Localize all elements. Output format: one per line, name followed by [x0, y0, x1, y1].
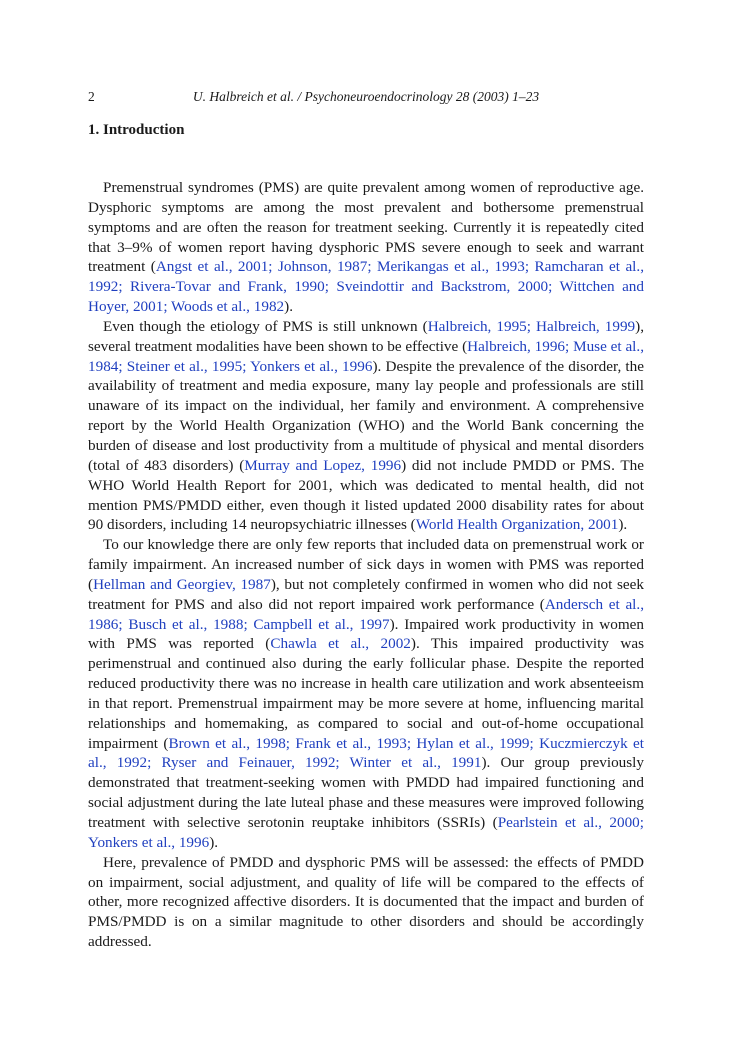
section-title: 1. Introduction: [88, 122, 185, 138]
paragraph-text: Here, prevalence of PMDD and dysphoric PMS will be assessed: the effects of PMDD on impairment, social adjustment, and quality of life will be compared to the effects of other, more recognized affective disorders. It is documented that the impact and burden of PMS/PMDD is on a similar magnitude to other disorders and should be accordingly addressed.: [88, 853, 644, 951]
citation-link[interactable]: Chawla et al., 2002: [270, 635, 411, 653]
paragraph-text: Premenstrual syndromes (PMS) are quite prevalent among women of reproductive age. Dysphoric symptoms are among the most prevalent and bothersome premenstrual symptoms and are often the reason for treatment seeking. Currently it is repeatedly cited that 3–9% of women report having dysphoric PMS severe enough to seek and warrant treatment (: [88, 179, 644, 276]
paragraph: [88, 535, 644, 853]
paragraph-text: ).: [209, 833, 219, 851]
citation-link[interactable]: Angst et al., 2001; Johnson, 1987; Merikangas et al., 1993; Ramcharan et al., 1992; Rivera-Tovar and Frank, 1990; Sveindottir and Backstrom, 2000; Wittchen and Hoyer, 2001; Woods et al., 1982: [88, 258, 644, 316]
paragraph: [88, 853, 644, 952]
body-text: [88, 178, 644, 952]
paragraph-text: ).: [618, 516, 628, 534]
citation-link[interactable]: Halbreich, 1996; Muse et al., 1984; Steiner et al., 1995; Yonkers et al., 1996: [88, 337, 644, 375]
paragraph-text: Even though the etiology of PMS is still unknown (: [103, 317, 428, 335]
citation-link[interactable]: Andersch et al., 1986; Busch et al., 1988; Campbell et al., 1997: [88, 595, 644, 633]
paragraph-text: ). Our group previously demonstrated that treatment-seeking women with PMDD had impaired functioning and social adjustment during the late luteal phase and these measures were improved following treatment with selective serotonin reuptake inhibitors (SSRIs) (: [88, 754, 644, 831]
citation-link[interactable]: Brown et al., 1998; Frank et al., 1993; Hylan et al., 1999; Kuczmierczyk et al., 1992; Ryser and Feinauer, 1992; Winter et al., 1991: [88, 734, 644, 772]
citation-link[interactable]: World Health Organization, 2001: [415, 516, 619, 534]
paragraph-text: ), but not completely confirmed in women who did not seek treatment for PMS and also did not report impaired work performance (: [88, 575, 644, 613]
paragraph-text: ). Impaired work productivity in women with PMS was reported (: [88, 615, 644, 653]
paragraph-text: ).: [284, 298, 294, 316]
paragraph: [88, 178, 644, 317]
paragraph-text: ), several treatment modalities have been shown to be effective (: [88, 317, 644, 355]
paragraph-text: ). Despite the prevalence of the disorder, the availability of treatment and media exposure, many lay people and professionals are still unaware of its impact on the individual, her family and environment. A comprehensive report by the World Health Organization (WHO) and the World Bank concerning the burden of disease and lost productivity from a multitude of physical and mental disorders (total of 483 disorders) (: [88, 357, 644, 474]
page-number: 2: [88, 89, 95, 104]
citation-link[interactable]: Hellman and Georgiev, 1987: [93, 575, 271, 593]
paragraph: [88, 317, 644, 535]
citation-link[interactable]: Pearlstein et al., 2000; Yonkers et al., 1996: [88, 814, 645, 851]
citation-link[interactable]: Halbreich, 1995; Halbreich, 1999: [427, 317, 636, 335]
paragraph-text: To our knowledge there are only few reports that included data on premenstrual work or family impairment. An increased number of sick days in women with PMS was reported (: [88, 536, 644, 593]
paragraph-text: ). This impaired productivity was perimenstrual and continued also during the early follicular phase. Despite the reported reduced productivity there was no increase in health care utilization and work absenteeism in that report. Premenstrual impairment may be more severe at home, influencing marital relationships and homemaking, as compared to social and out-of-home occupational impairment (: [88, 635, 644, 752]
paragraph-text: ) did not include PMDD or PMS. The WHO World Health Report for 2001, which was dedicated to mental health, did not mention PMS/PMDD either, even though it listed updated 2000 disability rates for about 90 disorders, including 14 neuropsychiatric illnesses (: [88, 456, 644, 534]
citation-link[interactable]: Murray and Lopez, 1996: [244, 456, 402, 474]
running-head: U. Halbreich et al. / Psychoneuroendocrinology 28 (2003) 1–23: [192, 89, 540, 104]
